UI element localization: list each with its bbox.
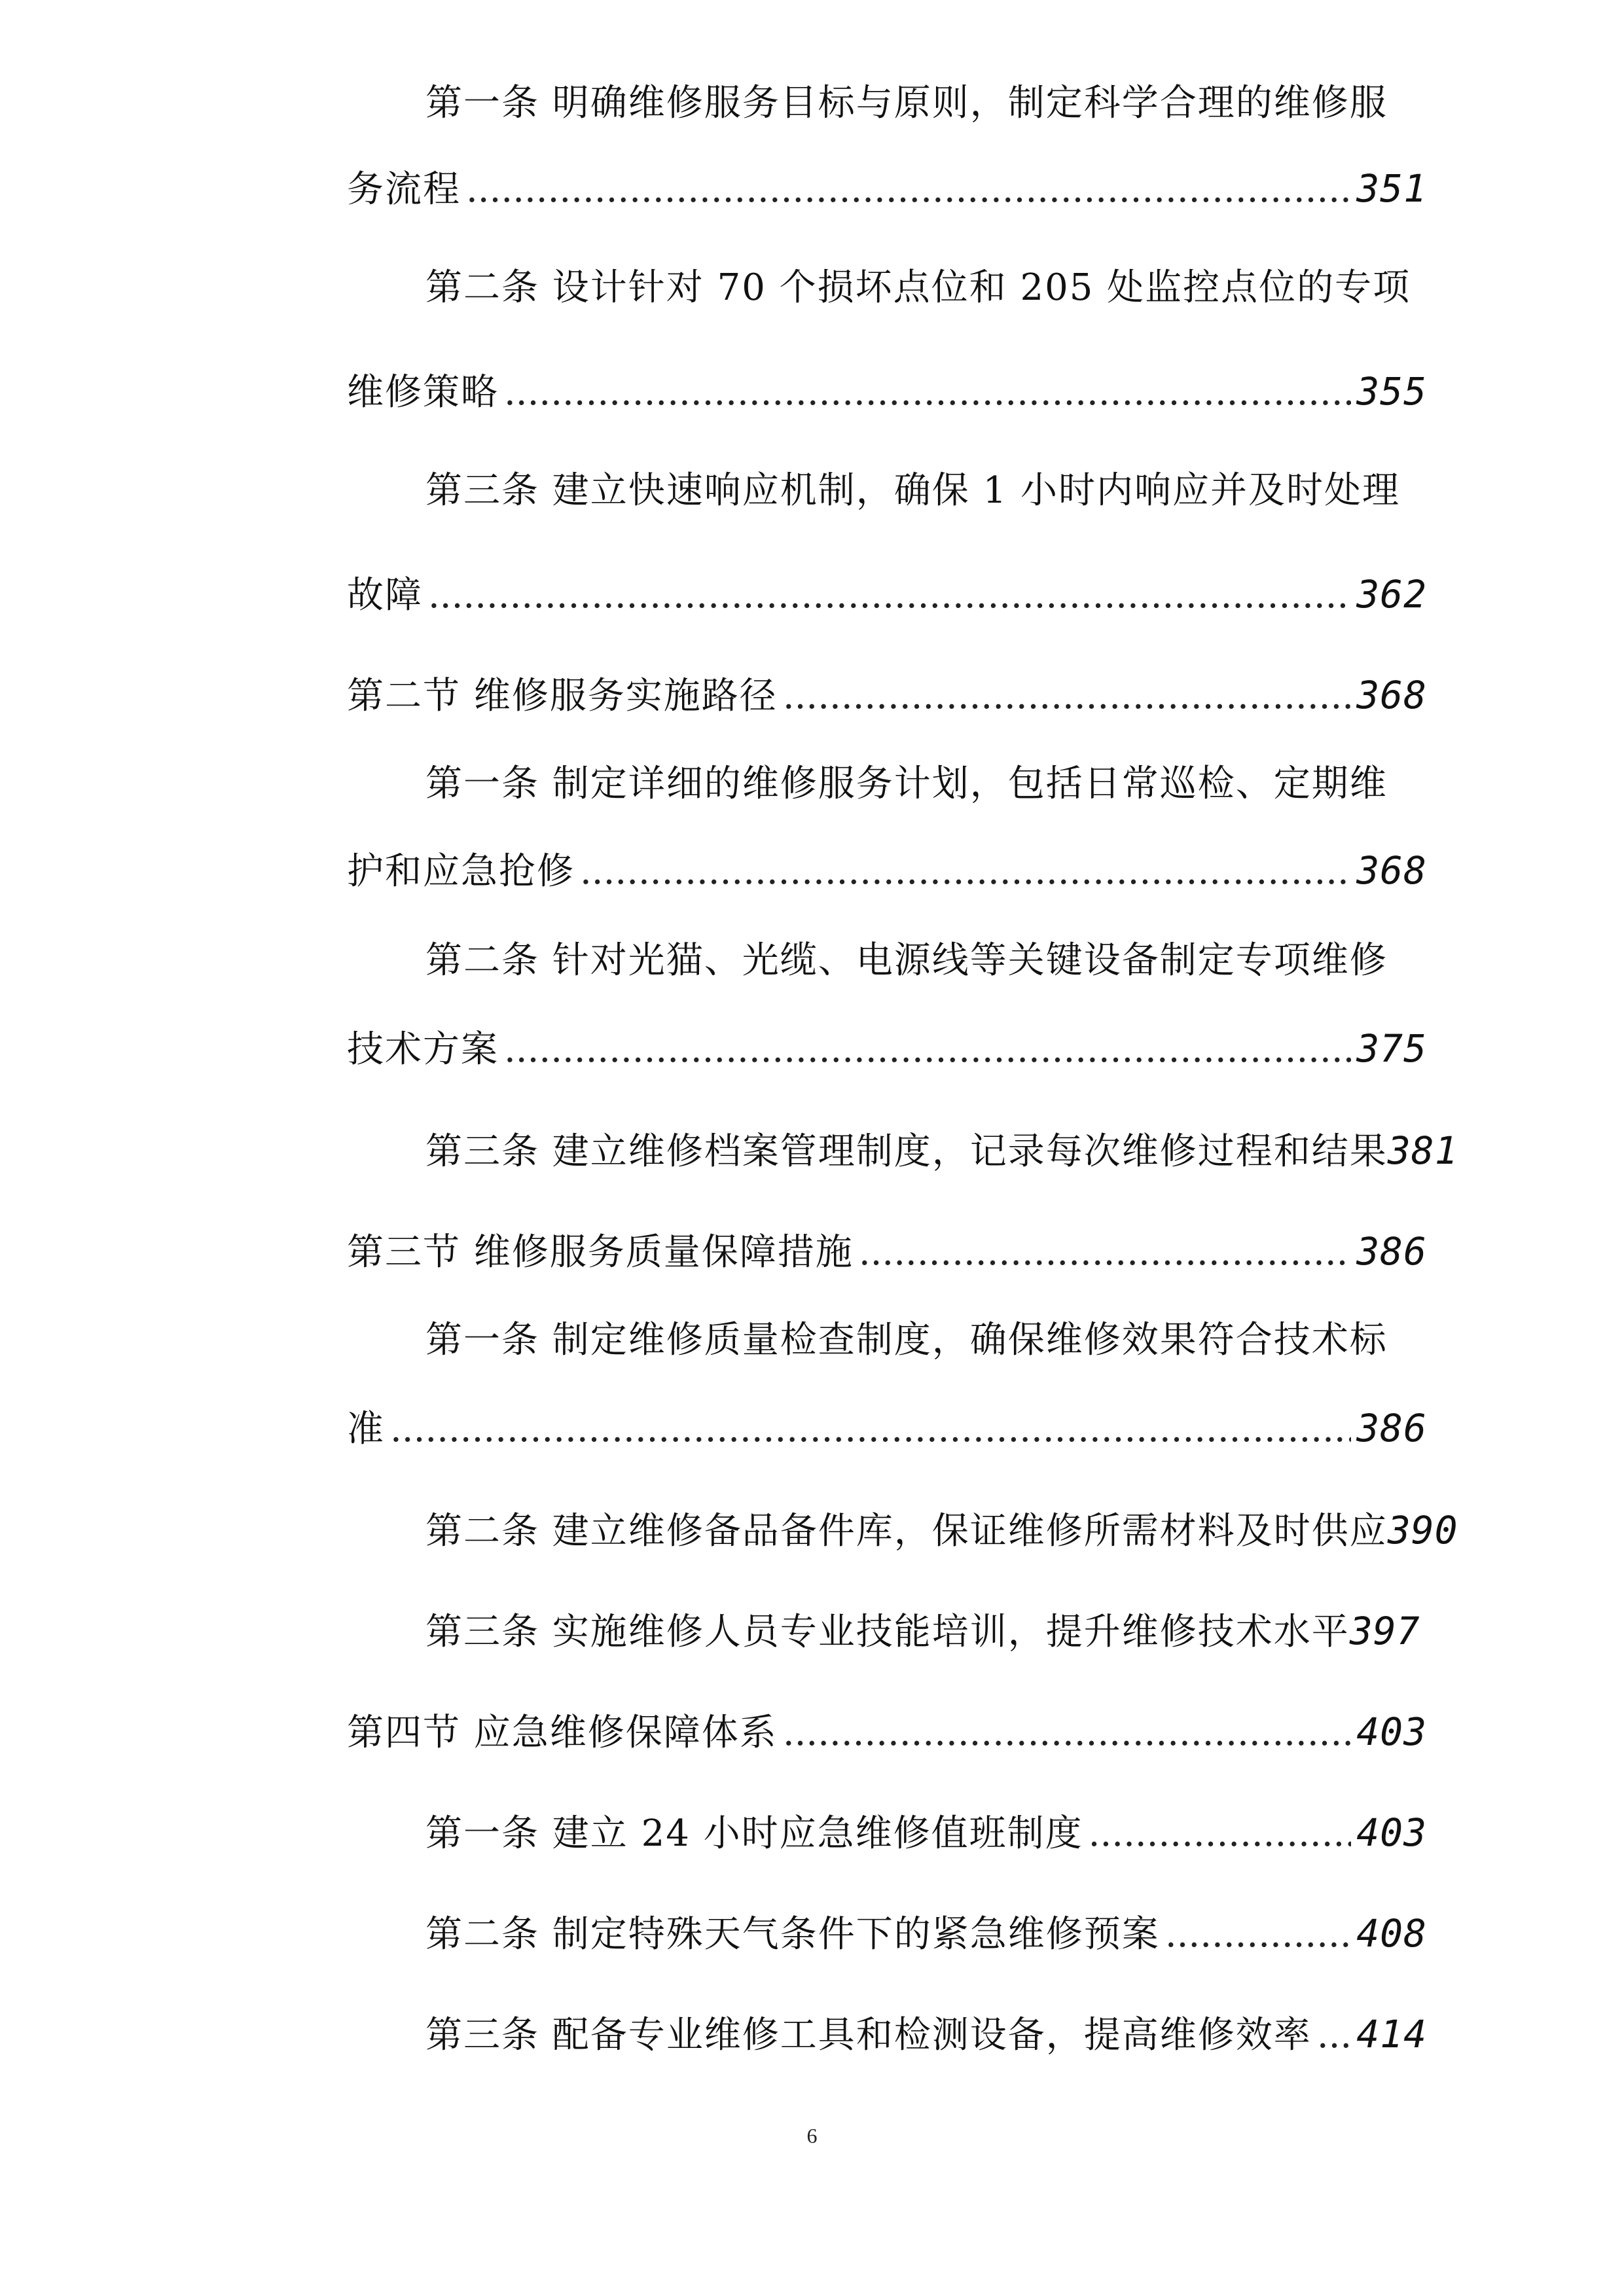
- toc-section-title: 第四节 应急维修保障体系: [347, 1712, 778, 1754]
- toc-leader-dots: [504, 1024, 1351, 1076]
- toc-page-number: 403: [1356, 1710, 1427, 1754]
- toc-entry-line[interactable]: [425, 1907, 1427, 1960]
- toc-entry-line[interactable]: [425, 1124, 1458, 1177]
- toc-entry-line[interactable]: [347, 568, 1427, 620]
- toc-page-number: 386: [1356, 1229, 1427, 1274]
- toc-page-number: 403: [1356, 1810, 1427, 1855]
- toc-entry-line[interactable]: [425, 262, 1427, 314]
- toc-entry-line[interactable]: [347, 1022, 1427, 1075]
- toc-page-number: 368: [1356, 673, 1427, 717]
- toc-page-number: 375: [1356, 1026, 1427, 1071]
- toc-page-number: 414: [1356, 2012, 1427, 2056]
- toc-entry-text: 维修策略: [347, 371, 499, 414]
- toc-page-number: 386: [1356, 1406, 1427, 1450]
- toc-page-number: 362: [1356, 572, 1427, 617]
- toc-entry-text: 第一条 制定详细的维修服务计划，包括日常巡检、定期维: [425, 762, 1388, 805]
- toc-entry-text: 第二条 针对光猫、光缆、电源线等关键设备制定专项维修: [425, 939, 1388, 982]
- toc-entry-text: 第三条 配备专业维修工具和检测设备，提高维修效率: [425, 2014, 1312, 2056]
- toc-entry-text: 第一条 建立 24 小时应急维修值班制度: [425, 1812, 1083, 1855]
- toc-entry-line[interactable]: [425, 2008, 1427, 2060]
- toc-entry-text: 第一条 明确维修服务目标与原则，制定科学合理的维修服: [425, 82, 1388, 124]
- toc-leader-dots: [1165, 1909, 1351, 1961]
- toc-leader-dots: [390, 1403, 1351, 1456]
- toc-entry-line[interactable]: [425, 465, 1427, 517]
- toc-entry-line[interactable]: [347, 844, 1427, 897]
- toc-leader-dots: [859, 1227, 1351, 1279]
- toc-section-line[interactable]: [347, 669, 1427, 721]
- toc-entry-text: 第一条 制定维修质量检查制度，确保维修效果符合技术标: [425, 1319, 1388, 1361]
- toc-entry-line[interactable]: [347, 365, 1427, 418]
- toc-section-title: 第三节 维修服务质量保障措施: [347, 1231, 854, 1274]
- toc-leader-dots: [1089, 1808, 1352, 1860]
- toc-entry-text: 第三条 实施维修人员专业技能培训，提升维修技术水平: [425, 1611, 1350, 1653]
- toc-section-line[interactable]: [347, 1225, 1427, 1278]
- toc-leader-dots: [783, 1707, 1351, 1759]
- toc-entry-text: 第二条 制定特殊天气条件下的紧急维修预案: [425, 1913, 1160, 1956]
- toc-entry-text: 第三条 建立快速响应机制，确保 1 小时内响应并及时处理: [425, 469, 1401, 512]
- toc-entry-text: 护和应急抢修: [347, 850, 575, 893]
- page-number: 6: [806, 2124, 818, 2147]
- toc-leader-dots: [1317, 2009, 1351, 2062]
- toc-page-number: 390: [1387, 1508, 1458, 1552]
- toc-page-number: 351: [1356, 166, 1427, 211]
- toc-section-title: 第二节 维修服务实施路径: [347, 675, 778, 717]
- toc-entry-line[interactable]: [425, 758, 1427, 810]
- toc-entry-line[interactable]: [347, 1402, 1427, 1454]
- toc-entry-line[interactable]: [425, 77, 1427, 130]
- toc-page-number: 397: [1349, 1609, 1420, 1653]
- toc-leader-dots: [466, 164, 1351, 216]
- toc-leader-dots: [504, 367, 1351, 419]
- toc-page-number: 408: [1356, 1911, 1427, 1956]
- toc-leader-dots: [580, 846, 1351, 898]
- toc-entry-text: 故障: [347, 574, 423, 617]
- toc-entry-text: 第三条 建立维修档案管理制度，记录每次维修过程和结果: [425, 1130, 1388, 1173]
- toc-leader-dots: [783, 670, 1351, 723]
- toc-section-line[interactable]: [347, 1706, 1427, 1758]
- toc-entry-line[interactable]: [347, 162, 1427, 215]
- toc-entry-line[interactable]: [425, 1314, 1427, 1367]
- toc-page-number: 381: [1387, 1128, 1458, 1173]
- toc-leader-dots: [428, 569, 1351, 622]
- toc-entry-text: 准: [347, 1408, 385, 1450]
- toc-entry-line[interactable]: [425, 935, 1427, 987]
- toc-entry-line[interactable]: [425, 1504, 1458, 1556]
- toc-entry-line[interactable]: [425, 1605, 1420, 1657]
- toc-entry-text: 第二条 建立维修备品备件库，保证维修所需材料及时供应: [425, 1510, 1388, 1552]
- toc-entry-text: 技术方案: [347, 1028, 499, 1071]
- toc-entry-text: 务流程: [347, 168, 461, 211]
- toc-entry-line[interactable]: [425, 1806, 1427, 1859]
- toc-page-number: 355: [1356, 369, 1427, 414]
- toc-page-number: 368: [1356, 848, 1427, 893]
- toc-entry-text: 第二条 设计针对 70 个损坏点位和 205 处监控点位的专项: [425, 266, 1411, 309]
